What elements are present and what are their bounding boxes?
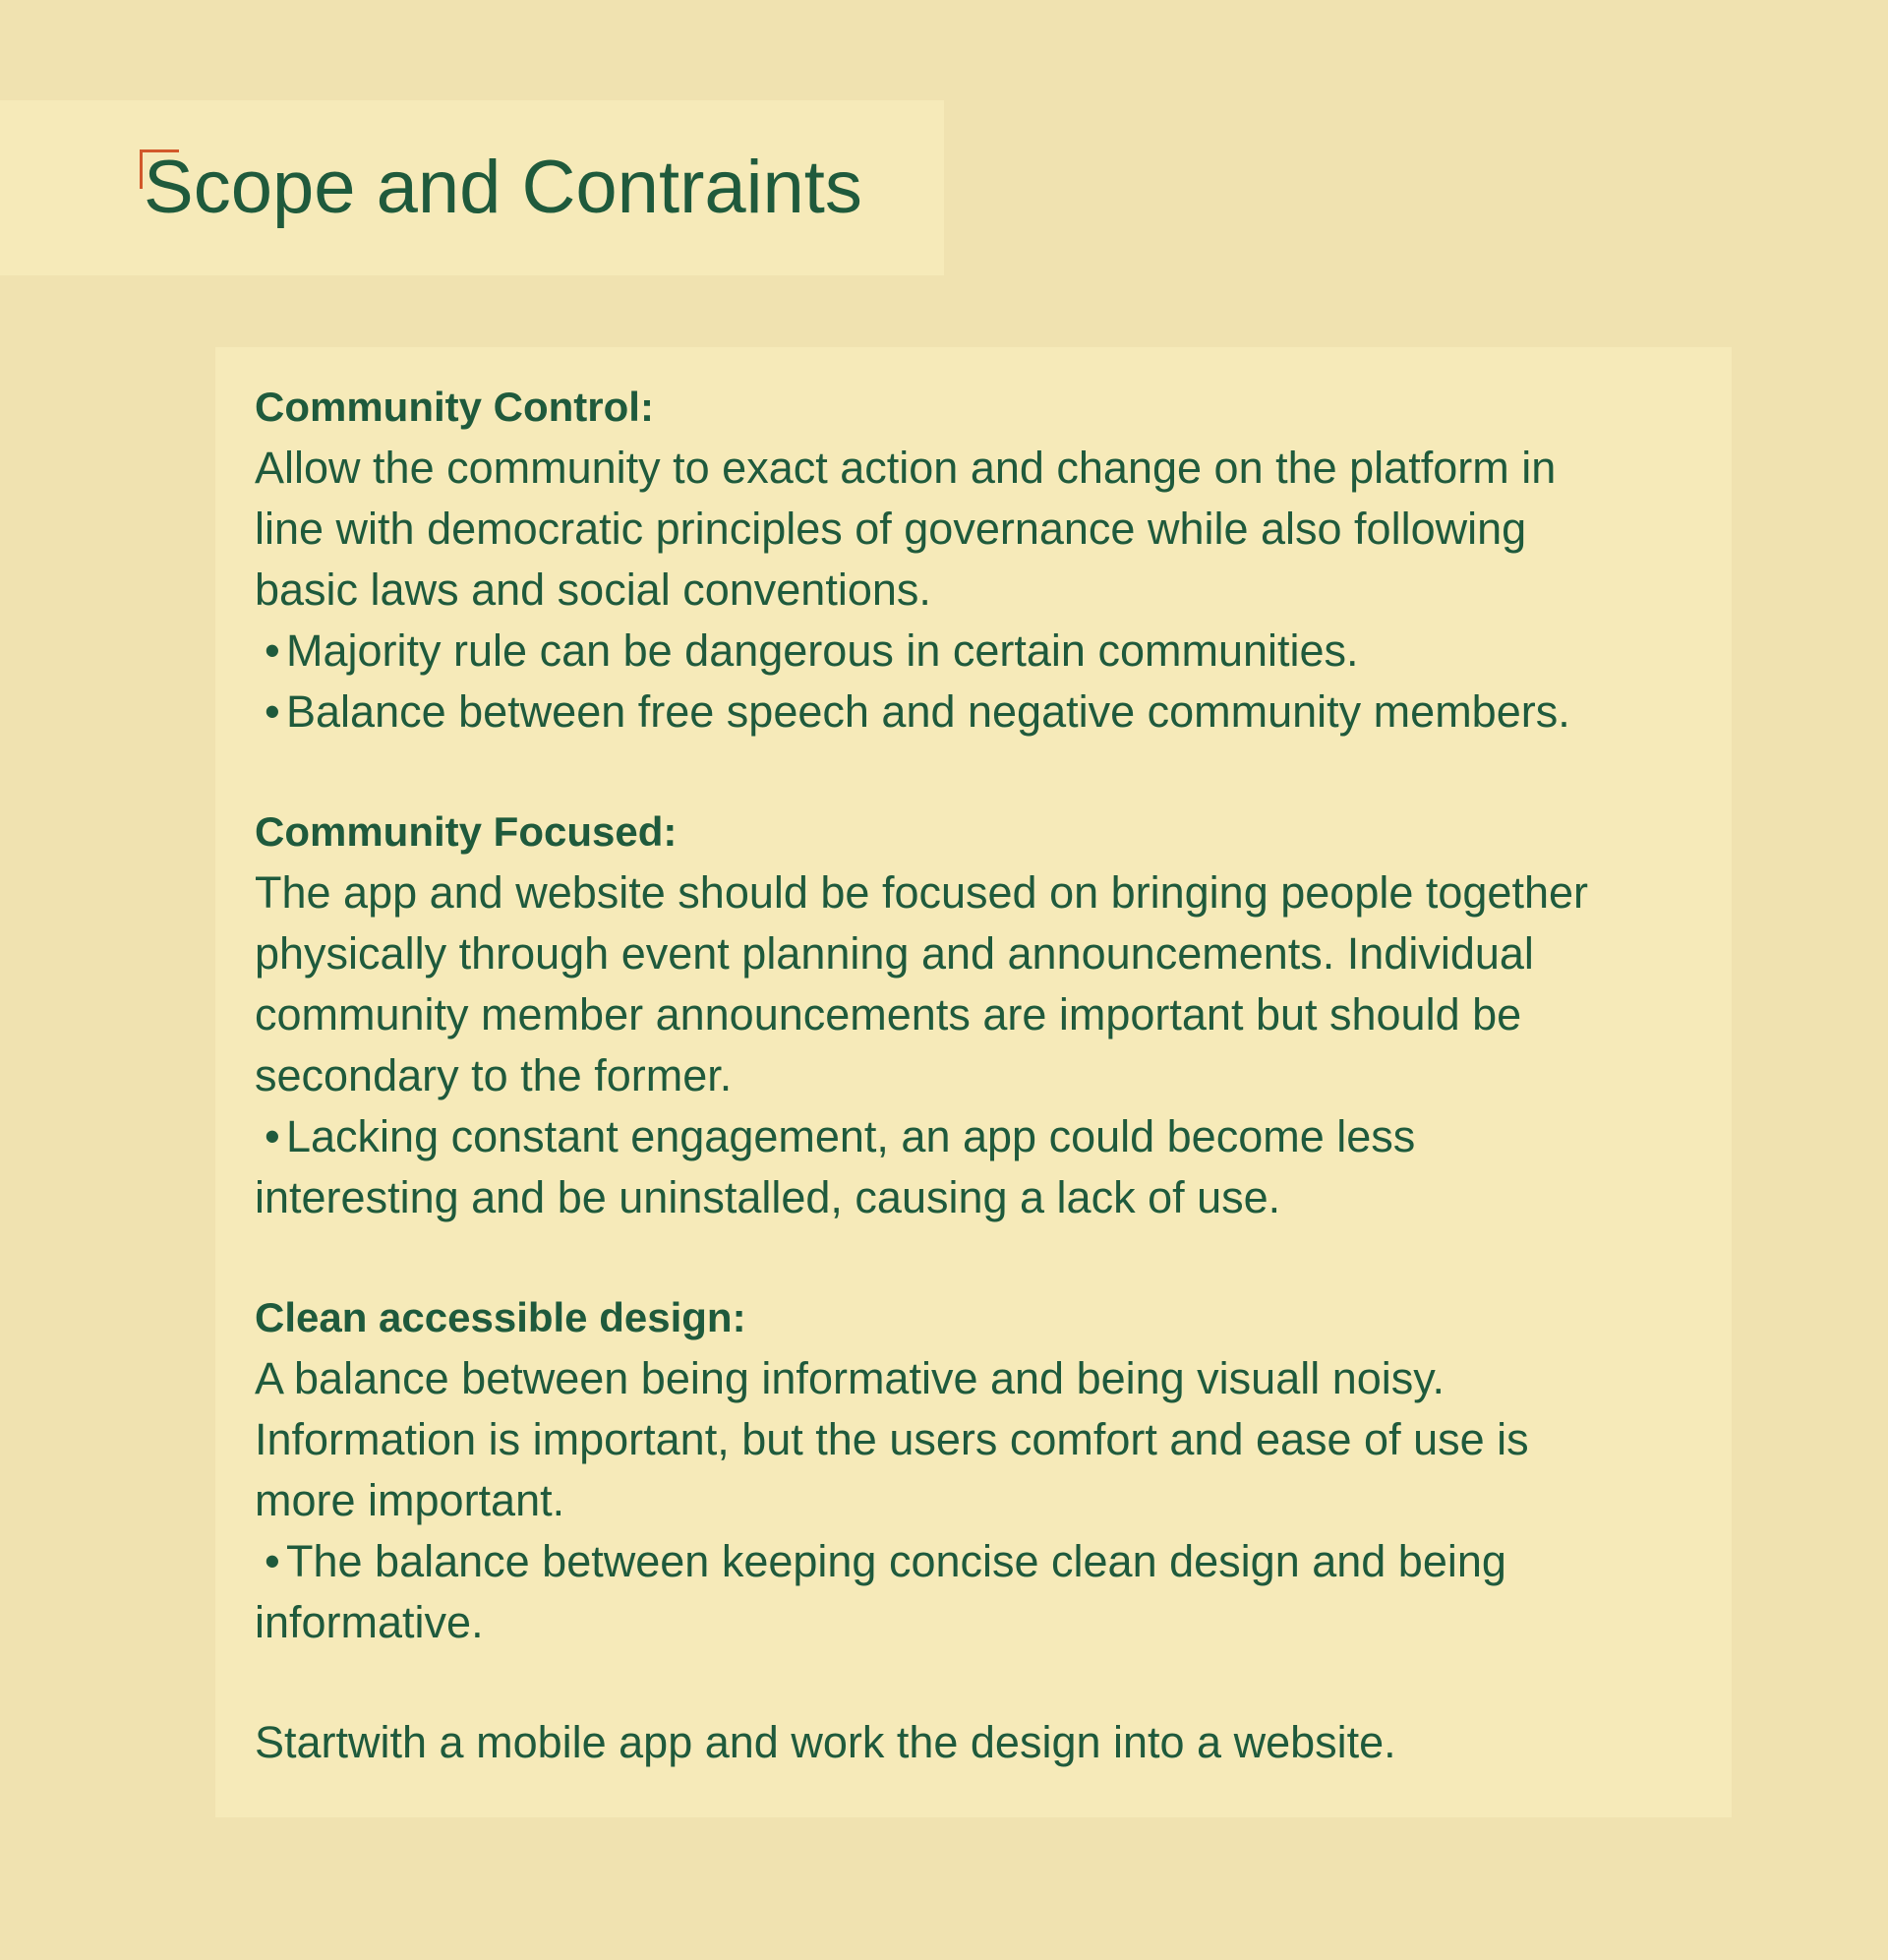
paragraph-line: line with democratic principles of governance while also following	[255, 504, 1527, 554]
bullet-text: Lacking constant engagement, an app could become less	[286, 1111, 1416, 1161]
section-heading: Community Focused:	[255, 808, 678, 855]
bullet-continuation: interesting and be uninstalled, causing a lack of use.	[255, 1172, 1281, 1222]
paragraph-line: community member announcements are important but should be	[255, 989, 1522, 1039]
paragraph-line: basic laws and social conventions.	[255, 564, 931, 615]
section-community-focused	[255, 802, 1702, 1228]
section-heading: Clean accessible design:	[255, 1294, 746, 1340]
bullet-text: Majority rule can be dangerous in certain communities.	[286, 625, 1359, 676]
section-heading: Community Control:	[255, 384, 654, 430]
bullet-text: Balance between free speech and negative community members.	[286, 686, 1570, 737]
bullet-item	[255, 1531, 1702, 1592]
paragraph-line: The app and website should be focused on bringing people together	[255, 867, 1588, 918]
bullet-icon: •	[265, 686, 280, 737]
page-title: Scope and Contraints	[144, 146, 862, 229]
bullet-icon: •	[265, 1111, 280, 1161]
paragraph-line: Information is important, but the users comfort and ease of use is	[255, 1414, 1529, 1464]
bullet-icon: •	[265, 625, 280, 676]
bullet-item	[255, 621, 1702, 682]
paragraph-line: A balance between being informative and being visuall noisy.	[255, 1353, 1445, 1403]
paragraph-line: Allow the community to exact action and change on the platform in	[255, 443, 1557, 493]
bullet-icon: •	[265, 1536, 280, 1586]
bullet-continuation: informative.	[255, 1597, 484, 1647]
bullet-item	[255, 682, 1702, 742]
paragraph-line: secondary to the former.	[255, 1050, 733, 1100]
closing-statement: Startwith a mobile app and work the design into a website.	[255, 1717, 1396, 1767]
section-clean-accessible-design	[255, 1287, 1702, 1653]
bullet-item	[255, 1106, 1702, 1167]
section-community-control	[255, 377, 1702, 742]
paragraph-line: more important.	[255, 1475, 565, 1525]
content-panel	[215, 347, 1732, 1817]
bullet-text: The balance between keeping concise clean design and being	[286, 1536, 1506, 1586]
paragraph-line: physically through event planning and announcements. Individual	[255, 928, 1534, 979]
